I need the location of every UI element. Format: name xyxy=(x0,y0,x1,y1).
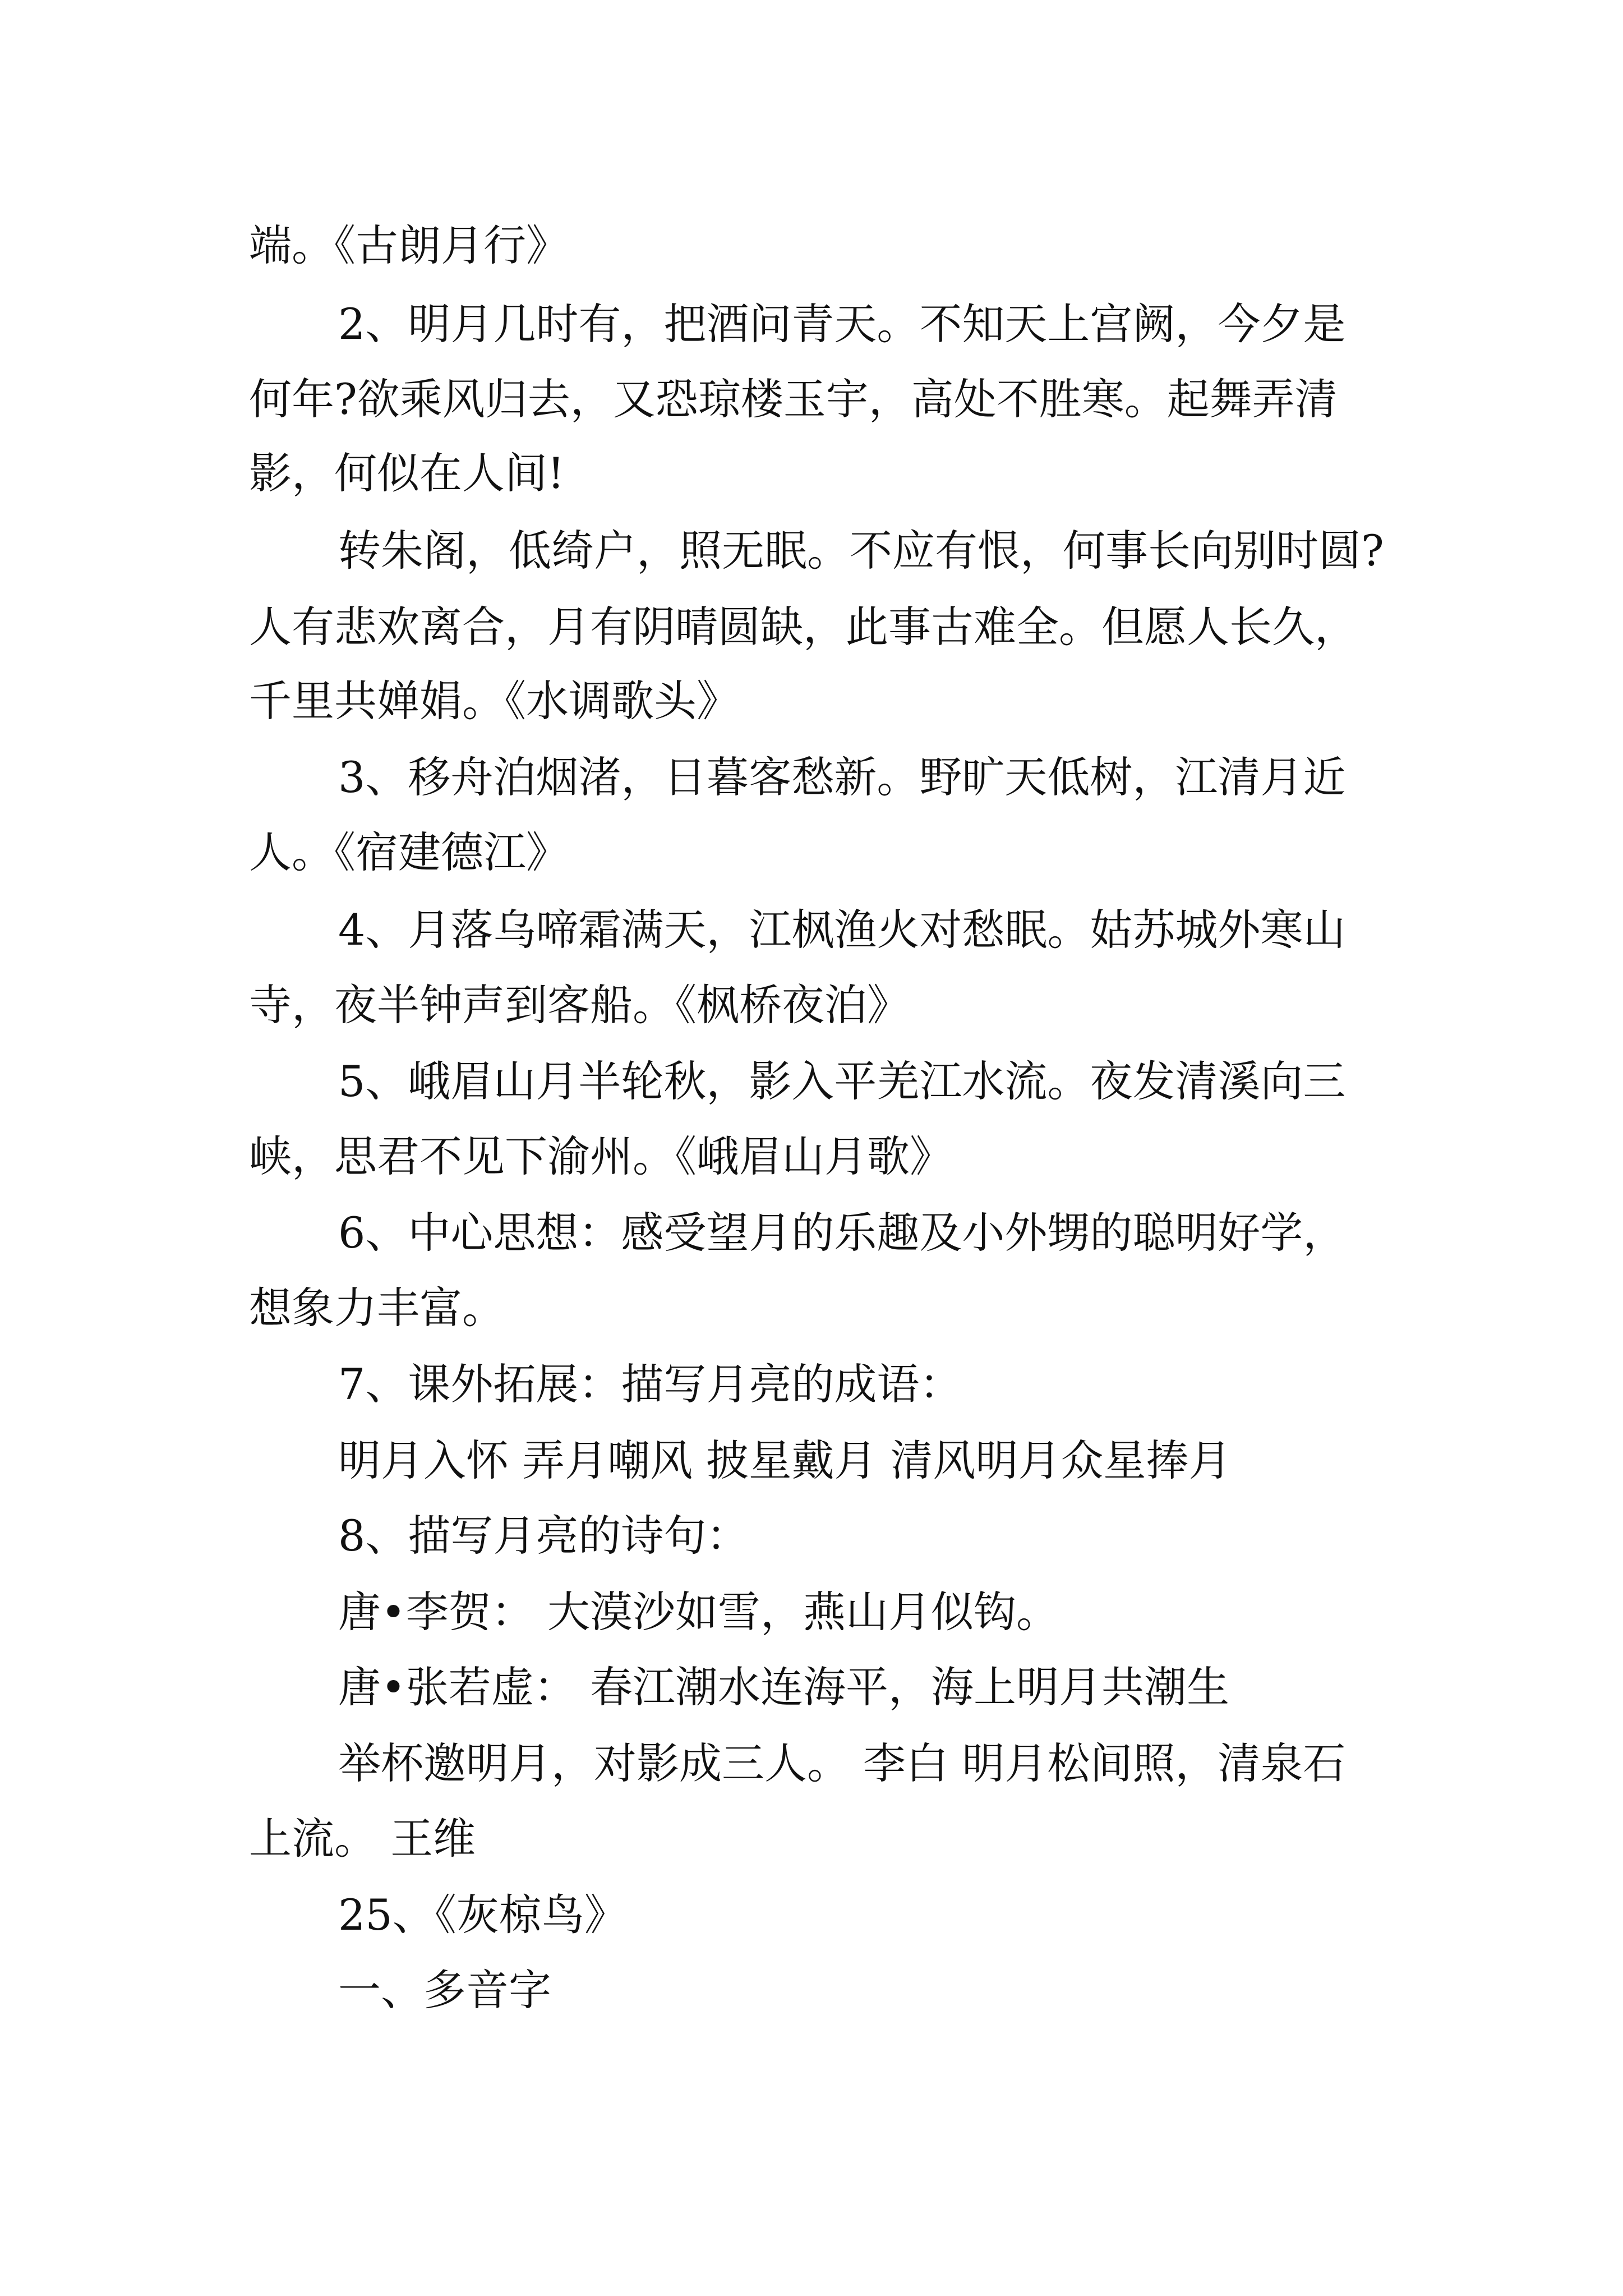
text-line: 7、课外拓展：描写月亮的成语： xyxy=(338,1359,962,1409)
text-line: 6、中心思想：感受望月的乐趣及小外甥的聪明好学， xyxy=(338,1208,1346,1258)
text-line: 唐•李贺： 大漠沙如雪，燕山月似钩。 xyxy=(338,1587,1059,1637)
text-line: 人有悲欢离合，月有阴晴圆缺，此事古难全。但愿人长久， xyxy=(249,602,1357,652)
text-line: 8、描写月亮的诗句： xyxy=(338,1511,749,1561)
text-line: 25、《灰椋鸟》 xyxy=(338,1890,627,1940)
text-line: 举杯邀明月，对影成三人。 李白 明月松间照，清泉石 xyxy=(338,1738,1346,1788)
text-line: 唐•张若虚： 春江潮水连海平，海上明月共潮生 xyxy=(338,1662,1229,1712)
text-line: 一、多音字 xyxy=(338,1965,551,2015)
text-line: 何年?欲乘风归去，又恐琼楼玉宇，高处不胜寒。起舞弄清 xyxy=(249,374,1338,424)
text-line: 寺，夜半钟声到客船。《枫桥夜泊》 xyxy=(249,980,910,1030)
text-line: 人。《宿建德江》 xyxy=(249,827,569,877)
text-line: 想象力丰富。 xyxy=(249,1283,505,1333)
text-line: 转朱阁，低绮户，照无眠。不应有恨，何事长向别时圆? xyxy=(338,526,1384,576)
text-line: 5、峨眉山月半轮秋，影入平羌江水流。夜发清溪向三 xyxy=(338,1056,1346,1106)
text-line: 上流。 王维 xyxy=(249,1814,476,1864)
text-line: 明月入怀 弄月嘲风 披星戴月 清风明月众星捧月 xyxy=(338,1435,1232,1485)
text-line: 峡，思君不见下渝州。《峨眉山月歌》 xyxy=(249,1131,952,1181)
text-line: 3、移舟泊烟渚，日暮客愁新。野旷天低树，江清月近 xyxy=(338,752,1346,802)
text-line: 4、月落乌啼霜满天，江枫渔火对愁眠。姑苏城外寒山 xyxy=(338,905,1346,955)
text-line: 千里共婵娟。《水调歌头》 xyxy=(249,676,739,726)
text-line: 2、明月几时有，把酒问青天。不知天上宫阙，今夕是 xyxy=(338,299,1346,349)
text-line: 端。《古朗月行》 xyxy=(249,220,569,270)
text-line: 影，何似在人间! xyxy=(249,448,565,498)
